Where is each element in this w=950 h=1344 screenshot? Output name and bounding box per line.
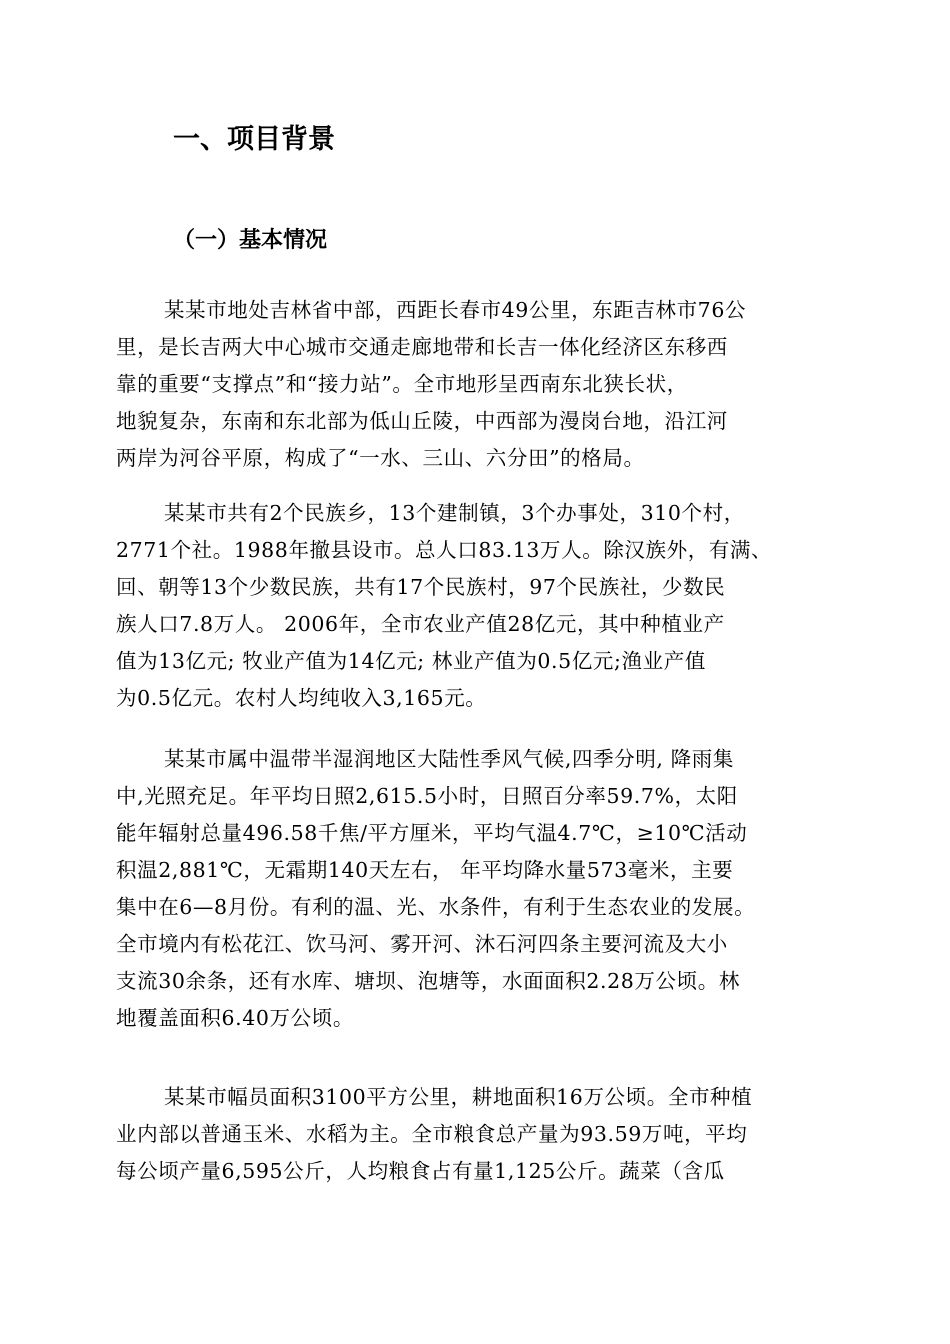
paragraph-line: 某某市属中温带半湿润地区大陆性季风气候,四季分明, 降雨集	[164, 747, 734, 771]
paragraph-line: 能年辐射总量496.58千焦/平方厘米，平均气温4.7℃，≥10℃活动	[116, 821, 748, 845]
paragraph-line: 里，是长吉两大中心城市交通走廊地带和长吉一体化经济区东移西	[116, 335, 728, 359]
paragraph-line: 每公顷产量6,595公斤，人均粮食占有量1,125公斤。蔬菜（含瓜	[116, 1159, 725, 1183]
paragraph-line: 集中在6—8月份。有利的温、光、水条件，有利于生态农业的发展。	[116, 895, 756, 919]
paragraph-line: 某某市幅员面积3100平方公里，耕地面积16万公顷。全市种植	[164, 1085, 753, 1109]
paragraph-climate	[116, 741, 846, 1037]
paragraph-line: 靠的重要“支撑点”和“接力站”。全市地形呈西南东北狭长状，	[116, 372, 688, 396]
paragraph-line: 值为13亿元; 牧业产值为14亿元; 林业产值为0.5亿元;渔业产值	[116, 649, 706, 673]
paragraph-location	[116, 292, 846, 477]
paragraph-line: 两岸为河谷平原，构成了“一水、三山、六分田”的格局。	[116, 446, 645, 470]
paragraph-line: 回、朝等13个少数民族，共有17个民族村，97个民族社，少数民	[116, 575, 726, 599]
paragraph-line: 某某市地处吉林省中部，西距长春市49公里，东距吉林市76公	[164, 298, 747, 322]
paragraph-line: 地貌复杂，东南和东北部为低山丘陵，中西部为漫岗台地，沿江河	[116, 409, 728, 433]
paragraph-line: 地覆盖面积6.40万公顷。	[116, 1006, 354, 1030]
paragraph-line: 族人口7.8万人。 2006年，全市农业产值28亿元，其中种植业产	[116, 612, 725, 636]
paragraph-line: 为0.5亿元。农村人均纯收入3,165元。	[116, 686, 487, 710]
paragraph-line: 2771个社。1988年撤县设市。总人口83.13万人。除汉族外，有满、	[116, 538, 773, 562]
paragraph-line: 全市境内有松花江、饮马河、雾开河、沐石河四条主要河流及大小	[116, 932, 728, 956]
paragraph-line: 积温2,881℃，无霜期140天左右， 年平均降水量573毫米，主要	[116, 858, 734, 882]
subsection-heading: （一）基本情况	[173, 228, 328, 253]
paragraph-line: 支流30余条，还有水库、塘坝、泡塘等，水面面积2.28万公顷。林	[116, 969, 740, 993]
paragraph-agriculture	[116, 1079, 846, 1190]
paragraph-line: 某某市共有2个民族乡，13个建制镇，3个办事处，310个村，	[164, 501, 745, 525]
paragraph-line: 业内部以普通玉米、水稻为主。全市粮食总产量为93.59万吨，平均	[116, 1122, 748, 1146]
paragraph-line: 中,光照充足。年平均日照2,615.5小时，日照百分率59.7%，太阳	[116, 784, 738, 808]
paragraph-population	[116, 495, 846, 717]
section-heading: 一、项目背景	[173, 124, 335, 155]
